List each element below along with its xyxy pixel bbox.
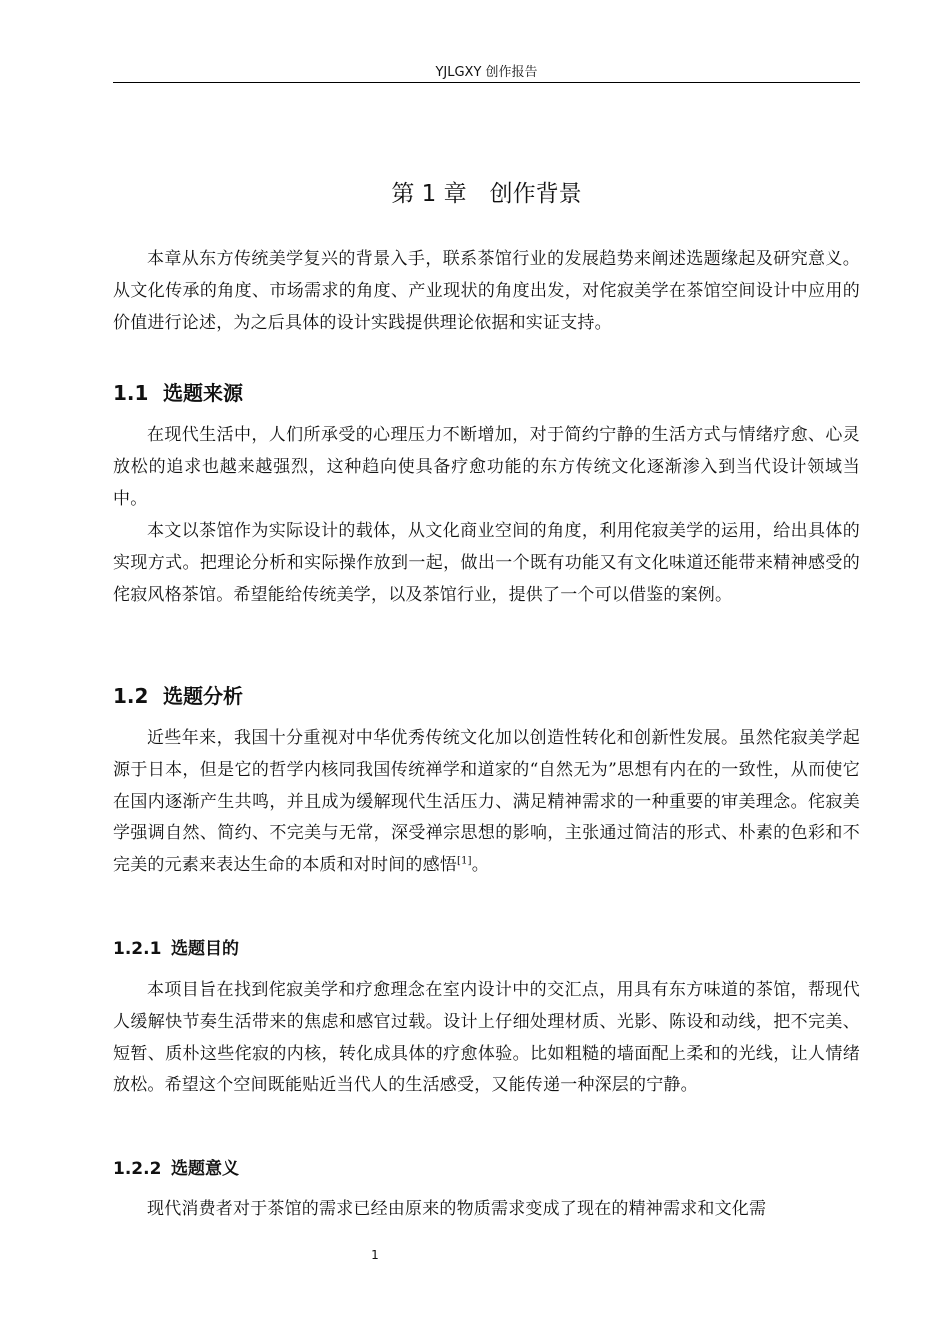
header-text: YJLGXY 创作报告 [435, 65, 538, 80]
section-number: 1.2 [113, 684, 149, 708]
section-number: 1.2.2 [113, 1159, 162, 1179]
paragraph-1-2 [113, 723, 860, 882]
section-title: 选题目的 [171, 939, 239, 959]
section-heading-1-2 [113, 681, 860, 711]
page-header [113, 64, 860, 83]
paragraph-1-1-a: 在现代生活中，人们所承受的心理压力不断增加，对于简约宁静的生活方式与情绪疗愈、心灵放松的追求也越来越强烈，这种趋向使具备疗愈功能的东方传统文化逐渐渗入到当代设计领域当中。 [113, 425, 860, 509]
page-number: 1 [371, 1248, 379, 1262]
paragraph-end: 。 [471, 855, 489, 876]
section-number: 1.2.1 [113, 939, 162, 959]
section-heading-1-1 [113, 378, 860, 408]
section-number: 1.1 [113, 381, 149, 405]
paragraph-1-2-2: 现代消费者对于茶馆的需求已经由原来的物质需求变成了现在的精神需求和文化需 [147, 1199, 767, 1219]
section-title: 选题来源 [163, 381, 243, 405]
paragraph-1-1-b: 本文以茶馆作为实际设计的载体，从文化商业空间的角度，利用侘寂美学的运用，给出具体的实现方式。把理论分析和实际操作放到一起，做出一个既有功能又有文化味道还能带来精神感受的侘寂风格茶馆。希望能给传统美学，以及茶馆行业，提供了一个可以借鉴的案例。 [113, 521, 860, 605]
paragraph-text: 近些年来，我国十分重视对中华优秀传统文化加以创造性转化和创新性发展。虽然侘寂美学起源于日本，但是它的哲学内核同我国传统禅学和道家的“自然无为”思想有内在的一致性，从而使它在国内逐渐产生共鸣，并且成为缓解现代生活压力、满足精神需求的一种重要的审美理念。侘寂美学强调自然、简约、不完美与无常，深受禅宗思想的影响，主张通过简洁的形式、朴素的色彩和不完美的元素来表达生命的本质和对时间的感悟 [113, 728, 860, 876]
intro-paragraph: 本章从东方传统美学复兴的背景入手，联系茶馆行业的发展趋势来阐述选题缘起及研究意义。从文化传承的角度、市场需求的角度、产业现状的角度出发，对侘寂美学在茶馆空间设计中应用的价值进行论述，为之后具体的设计实践提供理论依据和实证支持。 [113, 249, 860, 333]
paragraph-1-2-1: 本项目旨在找到侘寂美学和疗愈理念在室内设计中的交汇点，用具有东方味道的茶馆，帮现代人缓解快节奏生活带来的焦虑和感官过载。设计上仔细处理材质、光影、陈设和动线，把不完美、短暂、质朴这些侘寂的内核，转化成具体的疗愈体验。比如粗糙的墙面配上柔和的光线，让人情绪放松。希望这个空间既能贴近当代人的生活感受，又能传递一种深层的宁静。 [113, 980, 860, 1096]
section-heading-1-2-2 [113, 1155, 860, 1183]
section-title: 选题分析 [163, 684, 243, 708]
citation-ref: [1] [457, 855, 472, 867]
chapter-title: 第 1 章 创作背景 [391, 181, 582, 207]
section-title: 选题意义 [171, 1159, 239, 1179]
section-heading-1-2-1 [113, 935, 860, 963]
